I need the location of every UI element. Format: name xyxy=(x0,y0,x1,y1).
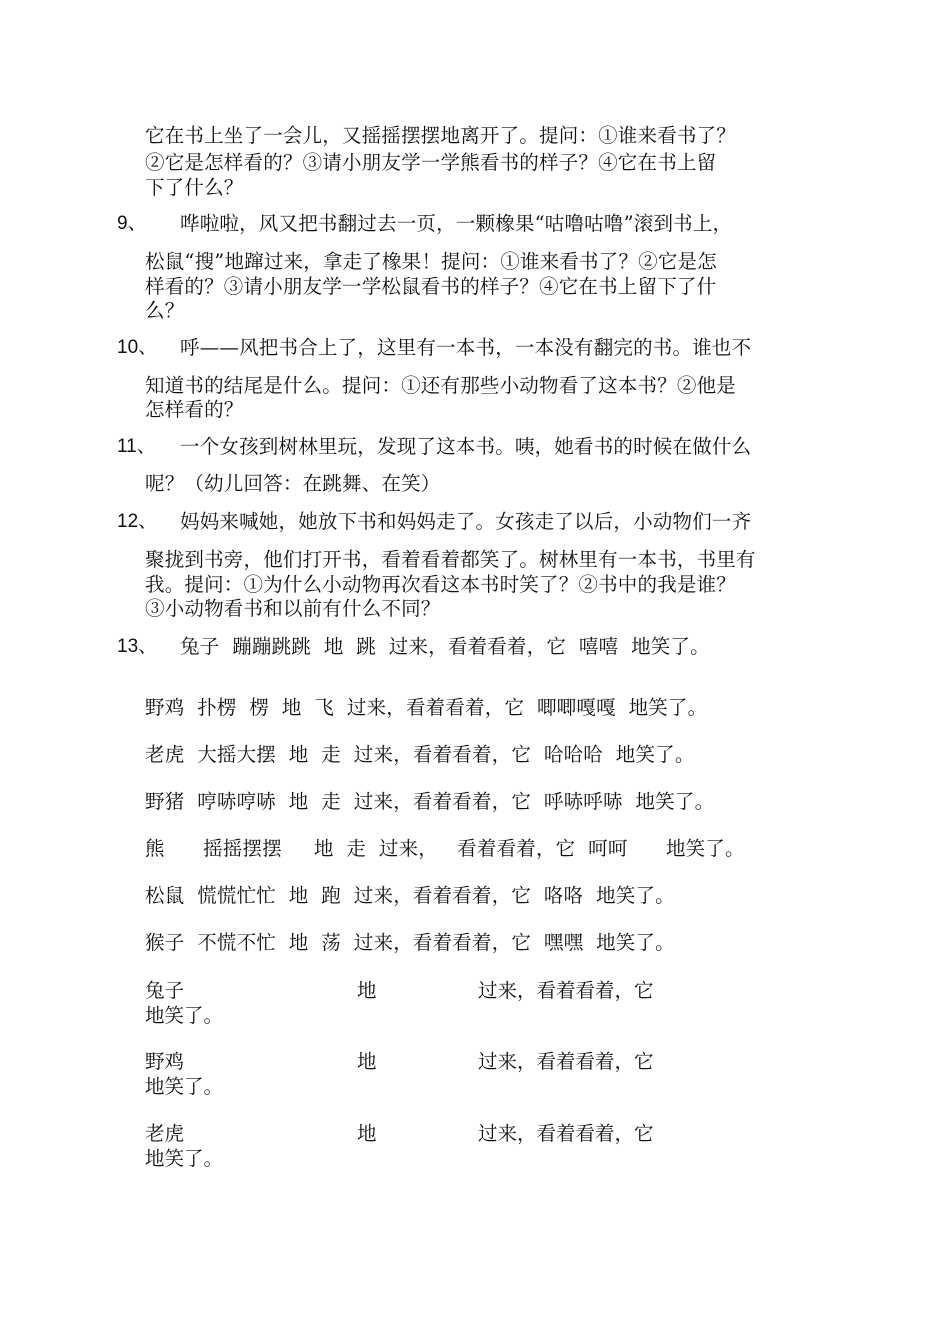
paragraph-line: 聚拢到书旁，他们打开书，看着看着都笑了。树林里有一本书，书里有 xyxy=(145,548,756,571)
blank-end: 地笑了。 xyxy=(145,1004,224,1027)
paragraph-line: 呢？（幼儿回答：在跳舞、在笑） xyxy=(145,472,441,495)
animal-line: 松鼠 慌慌忙忙 地 跑 过来，看着看着，它 咯咯 地笑了。 xyxy=(145,884,675,907)
blank-di: 地 xyxy=(357,979,377,1002)
paragraph-line: 怎样看的？ xyxy=(145,398,244,421)
animal-line: 熊 摇摇摆摆 地 走 过来， 看着看着，它 呵呵 地笑了。 xyxy=(145,837,745,860)
item-first-line: 呼——风把书合上了，这里有一本书，一本没有翻完的书。谁也不 xyxy=(180,336,752,359)
paragraph-line: 下了什么？ xyxy=(145,176,244,199)
animal-line: 老虎 大摇大摆 地 走 过来，看着看着，它 哈哈哈 地笑了。 xyxy=(145,743,695,766)
item-number: 11、 xyxy=(117,436,156,457)
blank-rest: 过来，看着看着，它 xyxy=(478,1050,654,1073)
item-first-line: 一个女孩到树林里玩，发现了这本书。咦，她看书的时候在做什么 xyxy=(180,435,752,458)
item-number: 13、 xyxy=(117,636,158,657)
blank-end: 地笑了。 xyxy=(145,1147,224,1170)
paragraph-line: ②它是怎样看的？③请小朋友学一学熊看书的样子？④它在书上留 xyxy=(145,151,717,174)
item-first-line: 妈妈来喊她，她放下书和妈妈走了。女孩走了以后，小动物们一齐 xyxy=(180,510,752,533)
item-number: 12、 xyxy=(117,511,158,532)
animal-line: 野鸡 扑楞 楞 地 飞 过来，看着看着，它 唧唧嘎嘎 地笑了。 xyxy=(145,696,708,719)
paragraph-line: 样看的？③请小朋友学一学松鼠看书的样子？④它在书上留下了什 xyxy=(145,275,717,298)
item-number: 10、 xyxy=(117,337,158,358)
blank-rest: 过来，看着看着，它 xyxy=(478,1122,654,1145)
blank-animal: 兔子 xyxy=(145,979,185,1002)
blank-di: 地 xyxy=(357,1122,377,1145)
item-first-line: 哗啦啦，风又把书翻过去一页，一颗橡果“咕噜咕噜”滚到书上， xyxy=(180,212,733,235)
blank-animal: 野鸡 xyxy=(145,1050,185,1073)
paragraph-line: 我。提问：①为什么小动物再次看这本书时笑了？②书中的我是谁？ xyxy=(145,573,737,596)
blank-di: 地 xyxy=(357,1050,377,1073)
blank-animal: 老虎 xyxy=(145,1122,185,1145)
animal-line: 猴子 不慌不忙 地 荡 过来，看着看着，它 嘿嘿 地笑了。 xyxy=(145,931,675,954)
blank-end: 地笑了。 xyxy=(145,1075,224,1098)
paragraph-line: 么？ xyxy=(145,299,185,322)
paragraph-line: 松鼠“搜”地蹿过来，拿走了橡果！提问：①谁来看书了？②它是怎 xyxy=(145,250,717,273)
paragraph-line: 知道书的结尾是什么。提问：①还有那些小动物看了这本书？②他是 xyxy=(145,374,737,397)
item-first-line: 兔子 蹦蹦跳跳 地 跳 过来，看着看着，它 嘻嘻 地笑了。 xyxy=(180,635,710,658)
paragraph-line: ③小动物看书和以前有什么不同？ xyxy=(145,597,441,620)
blank-rest: 过来，看着看着，它 xyxy=(478,979,654,1002)
animal-line: 野猪 哼哧哼哧 地 走 过来，看着看着，它 呼哧呼哧 地笑了。 xyxy=(145,790,715,813)
item-number: 9、 xyxy=(117,213,147,234)
paragraph-line: 它在书上坐了一会儿，又摇摇摆摆地离开了。提问：①谁来看书了？ xyxy=(145,124,737,147)
